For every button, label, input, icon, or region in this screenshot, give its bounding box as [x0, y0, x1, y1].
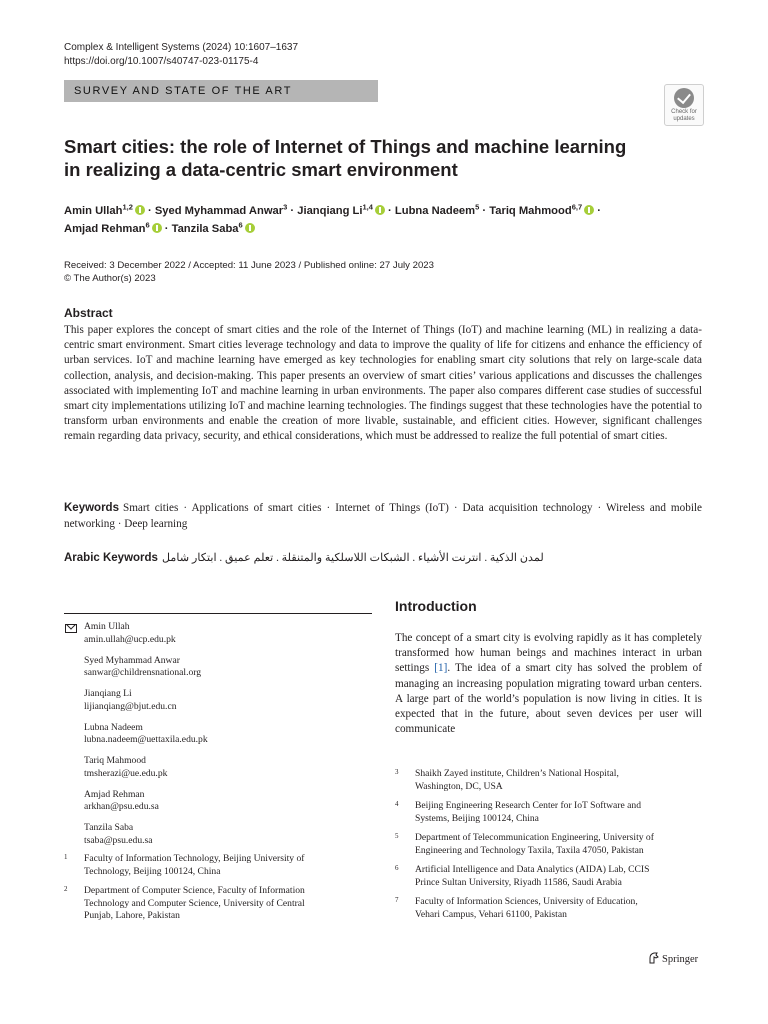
contact-email[interactable]: tsaba@psu.edu.sa [84, 834, 153, 846]
author-separator: · [161, 223, 172, 235]
affiliation-number: 5 [395, 832, 399, 840]
author-name: Amjad Rehman [64, 223, 146, 235]
author-separator: · [384, 205, 395, 217]
contact-name: Jianqiang Li [84, 688, 132, 699]
contact-name: Tanzila Saba [84, 822, 134, 833]
keywords-label: Keywords [64, 502, 119, 514]
orcid-icon[interactable] [135, 205, 145, 215]
contact-name: Tariq Mahmood [84, 755, 146, 766]
affiliation-number: 4 [395, 800, 399, 808]
contact-entry [64, 722, 372, 747]
author-affil-sup: 5 [475, 202, 480, 212]
keywords-text: Smart cities · Applications of smart cities · Internet of Things (IoT) · Data acquisition technology · Wireless and mobile networking · Deep learning [64, 502, 702, 530]
affiliation-line: Systems, Beijing 100124, China [415, 812, 539, 824]
orcid-icon[interactable] [152, 223, 162, 233]
author-separator: · [144, 205, 155, 217]
contact-email[interactable]: lijianqiang@bjut.edu.cn [84, 700, 177, 712]
affiliation-number: 3 [395, 768, 399, 776]
affiliation-line: Washington, DC, USA [415, 780, 503, 792]
author-separator: · [594, 205, 601, 217]
affiliation-text [415, 800, 641, 825]
affiliation-line: Vehari Campus, Vehari 61100, Pakistan [415, 908, 567, 920]
arabic-keywords-label: Arabic Keywords [64, 552, 158, 564]
keywords [64, 500, 702, 532]
affiliation-text [84, 853, 304, 878]
author-name: Lubna Nadeem [394, 205, 476, 217]
springer-horse-icon [648, 952, 659, 964]
author-contacts [64, 621, 372, 856]
affiliation-number: 7 [395, 896, 399, 904]
contact-entry [64, 621, 372, 646]
publication-dates [64, 259, 434, 285]
contact-name: Syed Myhammad Anwar [84, 654, 180, 666]
affiliation-line: Technology, Beijing 100124, China [84, 865, 221, 877]
arabic-keywords [64, 550, 664, 566]
footnote-divider [64, 613, 372, 614]
contact-email[interactable]: arkhan@psu.edu.sa [84, 801, 159, 812]
journal-citation: Complex & Intelligent Systems (2024) 10:1607–1637 [64, 42, 299, 53]
author-affil-sup: 1,2 [122, 202, 133, 212]
contact-email[interactable]: sanwar@childrensnational.org [84, 667, 202, 678]
publisher-logo [648, 952, 698, 965]
intro-text-part: . The idea of a smart city has solved the problem of managing an increasing population migrating toward urban centers. A large part of the world’s population is now living in cities. It is expected that in the future, about seven devices per user will communicate [395, 662, 702, 736]
author-name: Tariq Mahmood [489, 205, 572, 217]
affiliation-line: Department of Computer Science, Faculty of Information [84, 885, 305, 896]
affiliation-text [415, 768, 619, 793]
contact-entry [64, 655, 372, 680]
contact-name: Amin Ullah [84, 621, 130, 632]
affiliation-line: Technology and Computer Science, University of Central [84, 897, 305, 909]
author-name: Jianqiang Li [297, 205, 363, 217]
introduction-text [395, 631, 702, 737]
affiliation-line: Department of Telecommunication Engineering, University of [415, 832, 654, 843]
affiliation-line: Artificial Intelligence and Data Analytics (AIDA) Lab, CCIS [415, 864, 650, 875]
contact-entry [64, 822, 372, 847]
author-affil-sup: 6 [145, 220, 150, 230]
affiliation-line: Shaikh Zayed institute, Children’s National Hospital, [415, 768, 619, 779]
contact-email[interactable]: amin.ullah@ucp.edu.pk [84, 633, 176, 645]
contact-email[interactable]: tmsherazi@ue.edu.pk [84, 767, 168, 779]
affiliation-text [84, 885, 305, 923]
author-affil-sup: 6 [238, 220, 243, 230]
author-name: Tanzila Saba [171, 223, 239, 235]
check-updates-icon [674, 88, 694, 108]
author-list [64, 202, 704, 238]
affiliation-text [415, 896, 638, 921]
contact-name: Amjad Rehman [84, 788, 145, 800]
contact-email[interactable]: lubna.nadeem@uettaxila.edu.pk [84, 734, 208, 745]
orcid-icon[interactable] [375, 205, 385, 215]
contact-name: Lubna Nadeem [84, 721, 143, 733]
article-type-label: SURVEY AND STATE OF THE ART [74, 85, 293, 97]
affiliation-line: Faculty of Information Technology, Beijing University of [84, 853, 305, 864]
affiliation-line: Punjab, Lahore, Pakistan [84, 910, 180, 921]
envelope-icon [65, 624, 77, 633]
abstract-text: This paper explores the concept of smart cities and the role of the Internet of Things (IoT) and machine learning (ML) in realizing a data-centric smart environment. Smart cities leverage technology and data to improve the quality of life for citizens and enhance the efficiency of urban services. IoT and machine learning have emerged as key technologies for enabling smart city solutions that rely on large-scale data collection, analysis, and decision-making. This paper presents an overview of smart cities’ various applications and discusses the challenges associated with implementing IoT and machine learning in urban environments. The paper also compares different case studies of successful smart city implementations utilizing IoT and machine learning technologies. The findings suggest that these technologies have the potential to transform urban environments and enable the creation of more livable, sustainable, and efficient cities. However, significant challenges remain regarding data privacy, security, and ethical considerations, which must be addressed to realize the full potential of smart cities. [64, 324, 702, 443]
affiliation-number: 6 [395, 864, 399, 872]
title-line-1: Smart cities: the role of Internet of Things and machine learning [64, 136, 627, 157]
author-affil-sup: 6,7 [571, 202, 583, 212]
journal-header [64, 41, 298, 69]
affiliation-line: Beijing Engineering Research Center for IoT Software and [415, 800, 642, 811]
author-affil-sup: 1,4 [362, 202, 373, 212]
introduction-heading: Introduction [395, 598, 477, 614]
citation-link[interactable]: [1] [434, 662, 448, 675]
dates-line: Received: 3 December 2022 / Accepted: 11 June 2023 / Published online: 27 July 2023 [64, 260, 434, 271]
check-for-updates-badge[interactable] [664, 84, 704, 126]
affiliation-text [415, 832, 654, 857]
author-name: Syed Myhammad Anwar [154, 205, 284, 217]
affiliation-text [415, 864, 649, 889]
article-type-banner [64, 80, 378, 102]
publisher-name: Springer [662, 954, 699, 965]
author-line-2 [64, 220, 704, 238]
copyright-line: © The Author(s) 2023 [64, 273, 156, 284]
affiliation-line: Prince Sultan University, Riyadh 11586, Saudi Arabia [415, 876, 622, 888]
arabic-keywords-text: لمدن الذكية . انترنت الأشياء . الشبكات اللاسلكية والمتنقلة . تعلم عميق . ابتكار شامل [161, 552, 544, 564]
orcid-icon[interactable] [584, 205, 594, 215]
intro-text-part: The concept of a smart city is evolving rapidly as it has completely transformed how human beings and machines interact in urban settings [395, 632, 702, 675]
paper-title [64, 135, 664, 181]
abstract-heading: Abstract [64, 306, 113, 320]
affiliation-number: 1 [64, 853, 68, 861]
author-separator: · [287, 205, 298, 217]
author-separator: · [479, 205, 490, 217]
author-line-1 [64, 202, 704, 220]
author-affil-sup: 3 [283, 202, 288, 212]
contact-entry [64, 688, 372, 713]
affiliation-number: 2 [64, 885, 68, 893]
doi-link[interactable]: https://doi.org/10.1007/s40747-023-01175-4 [64, 56, 259, 67]
contact-entry [64, 755, 372, 780]
title-line-2: in realizing a data-centric smart environment [64, 159, 458, 180]
orcid-icon[interactable] [245, 223, 255, 233]
affiliation-line: Engineering and Technology Taxila, Taxila 47050, Pakistan [415, 844, 644, 856]
author-name: Amin Ullah [64, 205, 123, 217]
affiliation-line: Faculty of Information Sciences, University of Education, [415, 896, 638, 907]
check-updates-label: Check for updates [671, 109, 697, 122]
contact-entry [64, 789, 372, 814]
